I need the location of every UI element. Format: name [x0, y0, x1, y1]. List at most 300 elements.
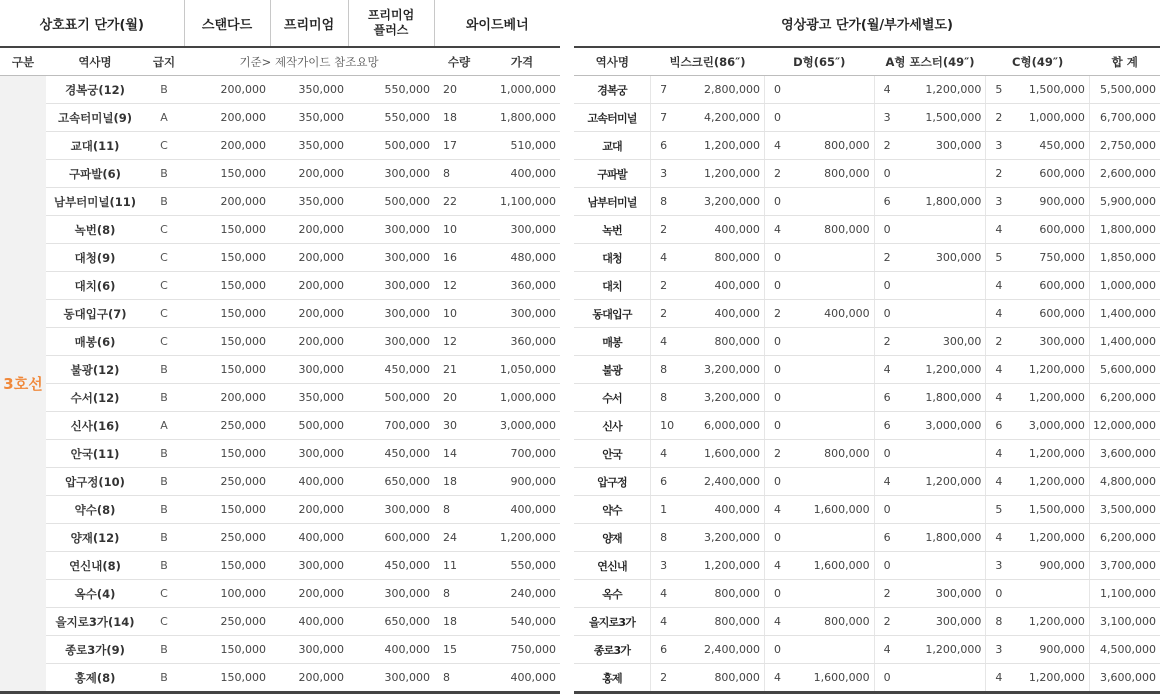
- premium-plus-price: 500,000: [348, 188, 434, 216]
- premium-plus-header: 프리미엄 플러스: [348, 0, 434, 47]
- table-row: [574, 76, 1160, 104]
- c-type-count: 4: [986, 356, 1019, 384]
- a-type-price: [907, 440, 986, 468]
- table-row: [574, 216, 1160, 244]
- d-type-price: [795, 524, 874, 552]
- station-name: 녹번: [574, 216, 651, 244]
- premium-price: 200,000: [270, 328, 348, 356]
- station-name: 대치(6): [46, 272, 144, 300]
- bigscreen-price: 1,600,000: [682, 440, 765, 468]
- table-row: [574, 636, 1160, 664]
- d-type-count: 0: [764, 272, 795, 300]
- c-type-price: 600,000: [1019, 272, 1089, 300]
- station-name: 안국: [574, 440, 651, 468]
- table-row: [0, 664, 560, 693]
- banner-count: 10: [434, 300, 484, 328]
- c-type-header: C형(49″): [986, 47, 1089, 76]
- bigscreen-price: 3,200,000: [682, 188, 765, 216]
- premium-plus-price: 650,000: [348, 608, 434, 636]
- station-name: 을지로3가(14): [46, 608, 144, 636]
- a-type-count: 6: [874, 188, 907, 216]
- grade-cell: B: [144, 188, 184, 216]
- bigscreen-count: 8: [651, 188, 682, 216]
- standard-price: 150,000: [184, 328, 270, 356]
- total-price: 1,800,000: [1089, 216, 1160, 244]
- standard-price: 150,000: [184, 160, 270, 188]
- a-type-count: 4: [874, 356, 907, 384]
- premium-plus-price: 300,000: [348, 216, 434, 244]
- c-type-count: 4: [986, 664, 1019, 693]
- banner-count: 24: [434, 524, 484, 552]
- c-type-count: 2: [986, 104, 1019, 132]
- total-price: 3,700,000: [1089, 552, 1160, 580]
- grade-cell: C: [144, 608, 184, 636]
- station-name: 남부터미널: [574, 188, 651, 216]
- a-type-count: 6: [874, 384, 907, 412]
- a-type-count: 2: [874, 580, 907, 608]
- table-row: [574, 356, 1160, 384]
- bigscreen-price: 2,400,000: [682, 468, 765, 496]
- standard-price: 150,000: [184, 300, 270, 328]
- station-name: 고속터미널: [574, 104, 651, 132]
- total-price: 6,700,000: [1089, 104, 1160, 132]
- standard-price: 150,000: [184, 356, 270, 384]
- standard-price: 250,000: [184, 608, 270, 636]
- total-price: 12,000,000: [1089, 412, 1160, 440]
- banner-price: 3,000,000: [484, 412, 560, 440]
- video-ad-price-table: [574, 0, 1160, 694]
- station-name: 교대(11): [46, 132, 144, 160]
- station-name: 남부터미널(11): [46, 188, 144, 216]
- premium-price: 200,000: [270, 244, 348, 272]
- station-name: 연신내(8): [46, 552, 144, 580]
- premium-plus-price: 500,000: [348, 384, 434, 412]
- premium-price: 350,000: [270, 132, 348, 160]
- d-type-price: 1,600,000: [795, 496, 874, 524]
- d-type-price: 800,000: [795, 216, 874, 244]
- total-price: 1,000,000: [1089, 272, 1160, 300]
- standard-price: 150,000: [184, 272, 270, 300]
- station-name: 녹번(8): [46, 216, 144, 244]
- table-row: [574, 524, 1160, 552]
- station-name: 약수: [574, 496, 651, 524]
- a-type-price: 1,800,000: [907, 188, 986, 216]
- d-type-price: 800,000: [795, 160, 874, 188]
- a-type-count: 4: [874, 468, 907, 496]
- wide-banner-header: 와이드베너: [434, 0, 560, 47]
- banner-price: 1,000,000: [484, 384, 560, 412]
- d-type-count: 4: [764, 608, 795, 636]
- station-name: 불광: [574, 356, 651, 384]
- station-name: 매봉: [574, 328, 651, 356]
- d-type-count: 0: [764, 636, 795, 664]
- c-type-count: 2: [986, 160, 1019, 188]
- a-type-price: 300,00: [907, 328, 986, 356]
- d-type-count: 0: [764, 580, 795, 608]
- grade-cell: C: [144, 216, 184, 244]
- bigscreen-count: 6: [651, 132, 682, 160]
- premium-plus-price: 450,000: [348, 356, 434, 384]
- c-type-price: 1,200,000: [1019, 524, 1089, 552]
- table-row: [574, 160, 1160, 188]
- banner-count: 10: [434, 216, 484, 244]
- bigscreen-price: 800,000: [682, 244, 765, 272]
- grade-cell: B: [144, 664, 184, 693]
- banner-count: 12: [434, 328, 484, 356]
- station-name: 대청: [574, 244, 651, 272]
- table-row: [0, 244, 560, 272]
- c-type-price: 1,200,000: [1019, 664, 1089, 693]
- station-name: 홍제: [574, 664, 651, 693]
- c-type-price: [1019, 580, 1089, 608]
- banner-count: 21: [434, 356, 484, 384]
- grade-header: 급지: [144, 47, 184, 76]
- banner-count: 22: [434, 188, 484, 216]
- d-type-count: 0: [764, 412, 795, 440]
- d-type-count: 4: [764, 132, 795, 160]
- c-type-price: 1,200,000: [1019, 356, 1089, 384]
- a-type-price: 1,200,000: [907, 76, 986, 104]
- bigscreen-price: 1,200,000: [682, 132, 765, 160]
- a-type-count: 0: [874, 300, 907, 328]
- c-type-count: 5: [986, 496, 1019, 524]
- banner-count: 18: [434, 468, 484, 496]
- a-type-count: 4: [874, 636, 907, 664]
- table-row: [0, 524, 560, 552]
- c-type-count: 3: [986, 188, 1019, 216]
- c-type-count: 2: [986, 328, 1019, 356]
- station-name: 불광(12): [46, 356, 144, 384]
- a-type-header: A형 포스터(49″): [874, 47, 986, 76]
- c-type-count: 5: [986, 244, 1019, 272]
- bigscreen-count: 2: [651, 300, 682, 328]
- table-row: [574, 244, 1160, 272]
- grade-cell: C: [144, 580, 184, 608]
- table-row: [574, 580, 1160, 608]
- station-name: 고속터미널(9): [46, 104, 144, 132]
- table-row: [574, 300, 1160, 328]
- bigscreen-count: 4: [651, 328, 682, 356]
- a-type-count: 0: [874, 552, 907, 580]
- premium-price: 400,000: [270, 524, 348, 552]
- d-type-price: [795, 356, 874, 384]
- a-type-count: 2: [874, 244, 907, 272]
- c-type-count: 4: [986, 272, 1019, 300]
- a-type-count: 0: [874, 160, 907, 188]
- premium-plus-price: 650,000: [348, 468, 434, 496]
- a-type-price: [907, 300, 986, 328]
- grade-cell: B: [144, 524, 184, 552]
- banner-price: 700,000: [484, 440, 560, 468]
- station-name: 압구정: [574, 468, 651, 496]
- bigscreen-price: 4,200,000: [682, 104, 765, 132]
- d-type-price: [795, 76, 874, 104]
- c-type-price: 3,000,000: [1019, 412, 1089, 440]
- station-name: 신사(16): [46, 412, 144, 440]
- premium-plus-price: 600,000: [348, 524, 434, 552]
- premium-plus-price: 300,000: [348, 496, 434, 524]
- bigscreen-count: 4: [651, 440, 682, 468]
- station-name: 홍제(8): [46, 664, 144, 693]
- d-type-price: [795, 636, 874, 664]
- grade-cell: B: [144, 552, 184, 580]
- d-type-count: 4: [764, 664, 795, 693]
- banner-count: 11: [434, 552, 484, 580]
- grade-cell: C: [144, 300, 184, 328]
- grade-cell: C: [144, 244, 184, 272]
- d-type-count: 0: [764, 104, 795, 132]
- d-type-price: 1,600,000: [795, 552, 874, 580]
- a-type-price: 1,200,000: [907, 468, 986, 496]
- bigscreen-price: 800,000: [682, 580, 765, 608]
- a-type-count: 0: [874, 496, 907, 524]
- bigscreen-count: 3: [651, 552, 682, 580]
- c-type-count: 3: [986, 552, 1019, 580]
- d-type-count: 0: [764, 328, 795, 356]
- premium-plus-price: 450,000: [348, 440, 434, 468]
- bigscreen-count: 1: [651, 496, 682, 524]
- c-type-price: 900,000: [1019, 636, 1089, 664]
- station-name: 수서: [574, 384, 651, 412]
- table-row: [574, 608, 1160, 636]
- station-name: 옥수: [574, 580, 651, 608]
- a-type-count: 0: [874, 216, 907, 244]
- table-row: [0, 356, 560, 384]
- d-type-price: [795, 272, 874, 300]
- grade-cell: C: [144, 132, 184, 160]
- a-type-price: [907, 664, 986, 693]
- grade-cell: B: [144, 76, 184, 104]
- a-type-price: 300,000: [907, 244, 986, 272]
- premium-price: 200,000: [270, 300, 348, 328]
- banner-price: 400,000: [484, 496, 560, 524]
- table-row: [574, 132, 1160, 160]
- grade-cell: B: [144, 160, 184, 188]
- d-type-price: [795, 328, 874, 356]
- a-type-count: 6: [874, 524, 907, 552]
- station-name: 약수(8): [46, 496, 144, 524]
- grade-cell: B: [144, 356, 184, 384]
- station-name: 종로3가: [574, 636, 651, 664]
- c-type-count: 4: [986, 440, 1019, 468]
- total-price: 2,750,000: [1089, 132, 1160, 160]
- bigscreen-count: 2: [651, 272, 682, 300]
- banner-count: 15: [434, 636, 484, 664]
- table-row: [574, 104, 1160, 132]
- a-type-count: 6: [874, 412, 907, 440]
- premium-price: 300,000: [270, 552, 348, 580]
- bigscreen-count: 4: [651, 244, 682, 272]
- c-type-count: 4: [986, 216, 1019, 244]
- station-name: 옥수(4): [46, 580, 144, 608]
- premium-price: 500,000: [270, 412, 348, 440]
- station-name: 동대입구: [574, 300, 651, 328]
- total-price: 2,600,000: [1089, 160, 1160, 188]
- premium-price: 200,000: [270, 664, 348, 693]
- a-type-count: 0: [874, 440, 907, 468]
- standard-price: 250,000: [184, 468, 270, 496]
- premium-plus-price: 550,000: [348, 76, 434, 104]
- bigscreen-price: 400,000: [682, 300, 765, 328]
- a-type-price: [907, 552, 986, 580]
- label-price-table: [0, 0, 560, 694]
- banner-price: 1,200,000: [484, 524, 560, 552]
- total-price: 3,500,000: [1089, 496, 1160, 524]
- banner-price: 750,000: [484, 636, 560, 664]
- station-name: 대치: [574, 272, 651, 300]
- bigscreen-count: 2: [651, 664, 682, 693]
- table-row: [0, 188, 560, 216]
- c-type-price: 300,000: [1019, 328, 1089, 356]
- grade-cell: B: [144, 636, 184, 664]
- premium-plus-price: 300,000: [348, 160, 434, 188]
- d-type-price: 800,000: [795, 440, 874, 468]
- standard-price: 150,000: [184, 552, 270, 580]
- a-type-count: 2: [874, 328, 907, 356]
- table-row: [574, 272, 1160, 300]
- table-row: [574, 188, 1160, 216]
- station-name: 안국(11): [46, 440, 144, 468]
- banner-count: 8: [434, 496, 484, 524]
- station-name: 압구정(10): [46, 468, 144, 496]
- bigscreen-price: 400,000: [682, 216, 765, 244]
- bigscreen-count: 7: [651, 76, 682, 104]
- bigscreen-count: 10: [651, 412, 682, 440]
- banner-count: 20: [434, 76, 484, 104]
- bigscreen-price: 800,000: [682, 664, 765, 693]
- standard-price: 150,000: [184, 216, 270, 244]
- d-type-price: [795, 188, 874, 216]
- bigscreen-count: 8: [651, 384, 682, 412]
- banner-price: 400,000: [484, 664, 560, 693]
- c-type-price: 1,200,000: [1019, 384, 1089, 412]
- banner-price: 480,000: [484, 244, 560, 272]
- total-price: 3,600,000: [1089, 440, 1160, 468]
- banner-count: 12: [434, 272, 484, 300]
- c-type-count: 8: [986, 608, 1019, 636]
- d-type-count: 4: [764, 496, 795, 524]
- table-row: [574, 384, 1160, 412]
- d-type-price: [795, 384, 874, 412]
- c-type-price: 450,000: [1019, 132, 1089, 160]
- banner-price: 360,000: [484, 272, 560, 300]
- station-name: 수서(12): [46, 384, 144, 412]
- d-type-count: 0: [764, 244, 795, 272]
- standard-price: 150,000: [184, 664, 270, 693]
- d-type-price: [795, 244, 874, 272]
- premium-plus-price: 300,000: [348, 328, 434, 356]
- a-type-price: [907, 272, 986, 300]
- a-type-count: 2: [874, 132, 907, 160]
- table-row: [0, 496, 560, 524]
- premium-header: 프리미엄: [270, 0, 348, 47]
- station-name: 을지로3가: [574, 608, 651, 636]
- total-price: 6,200,000: [1089, 524, 1160, 552]
- premium-plus-price: 300,000: [348, 664, 434, 693]
- station-name: 대청(9): [46, 244, 144, 272]
- banner-price: 510,000: [484, 132, 560, 160]
- basis-note: 기준> 제작가이드 참조요망: [184, 47, 434, 76]
- total-price: 6,200,000: [1089, 384, 1160, 412]
- banner-count: 14: [434, 440, 484, 468]
- d-type-count: 4: [764, 216, 795, 244]
- standard-price: 200,000: [184, 384, 270, 412]
- d-type-count: 4: [764, 552, 795, 580]
- banner-price: 1,800,000: [484, 104, 560, 132]
- banner-price: 1,000,000: [484, 76, 560, 104]
- c-type-price: 1,200,000: [1019, 608, 1089, 636]
- c-type-count: 0: [986, 580, 1019, 608]
- table-row: [0, 608, 560, 636]
- station-name: 연신내: [574, 552, 651, 580]
- station-name: 매봉(6): [46, 328, 144, 356]
- premium-price: 350,000: [270, 384, 348, 412]
- banner-price: 360,000: [484, 328, 560, 356]
- table-row: [0, 412, 560, 440]
- total-price: 4,800,000: [1089, 468, 1160, 496]
- standard-price: 200,000: [184, 188, 270, 216]
- premium-plus-price: 500,000: [348, 132, 434, 160]
- bigscreen-price: 2,400,000: [682, 636, 765, 664]
- bigscreen-count: 6: [651, 468, 682, 496]
- c-type-price: 1,000,000: [1019, 104, 1089, 132]
- table-row: [0, 132, 560, 160]
- table-row: [574, 328, 1160, 356]
- a-type-price: 1,200,000: [907, 356, 986, 384]
- a-type-count: 3: [874, 104, 907, 132]
- a-type-count: 0: [874, 664, 907, 693]
- bigscreen-count: 4: [651, 580, 682, 608]
- d-type-price: 1,600,000: [795, 664, 874, 693]
- d-type-count: 0: [764, 524, 795, 552]
- grade-cell: C: [144, 272, 184, 300]
- c-type-price: 600,000: [1019, 160, 1089, 188]
- total-price: 5,600,000: [1089, 356, 1160, 384]
- a-type-price: 300,000: [907, 132, 986, 160]
- d-type-price: [795, 468, 874, 496]
- standard-price: 150,000: [184, 244, 270, 272]
- total-price: 1,400,000: [1089, 328, 1160, 356]
- grade-cell: B: [144, 496, 184, 524]
- d-type-count: 2: [764, 440, 795, 468]
- d-type-count: 0: [764, 468, 795, 496]
- banner-count: 8: [434, 160, 484, 188]
- count-header: 수량: [434, 47, 484, 76]
- grade-cell: B: [144, 384, 184, 412]
- premium-price: 400,000: [270, 468, 348, 496]
- a-type-price: 1,800,000: [907, 384, 986, 412]
- bigscreen-count: 3: [651, 160, 682, 188]
- station-name: 구파발: [574, 160, 651, 188]
- bigscreen-header: 빅스크린(86″): [651, 47, 765, 76]
- d-type-price: 800,000: [795, 608, 874, 636]
- grade-cell: B: [144, 440, 184, 468]
- banner-count: 30: [434, 412, 484, 440]
- c-type-price: 900,000: [1019, 552, 1089, 580]
- premium-price: 300,000: [270, 356, 348, 384]
- a-type-count: 0: [874, 272, 907, 300]
- banner-count: 8: [434, 664, 484, 693]
- table-row: [0, 272, 560, 300]
- total-price: 3,100,000: [1089, 608, 1160, 636]
- table-row: [0, 300, 560, 328]
- bigscreen-count: 2: [651, 216, 682, 244]
- standard-price: 200,000: [184, 76, 270, 104]
- grade-cell: A: [144, 412, 184, 440]
- c-type-price: 1,500,000: [1019, 496, 1089, 524]
- station-name: 양재: [574, 524, 651, 552]
- bigscreen-price: 1,200,000: [682, 160, 765, 188]
